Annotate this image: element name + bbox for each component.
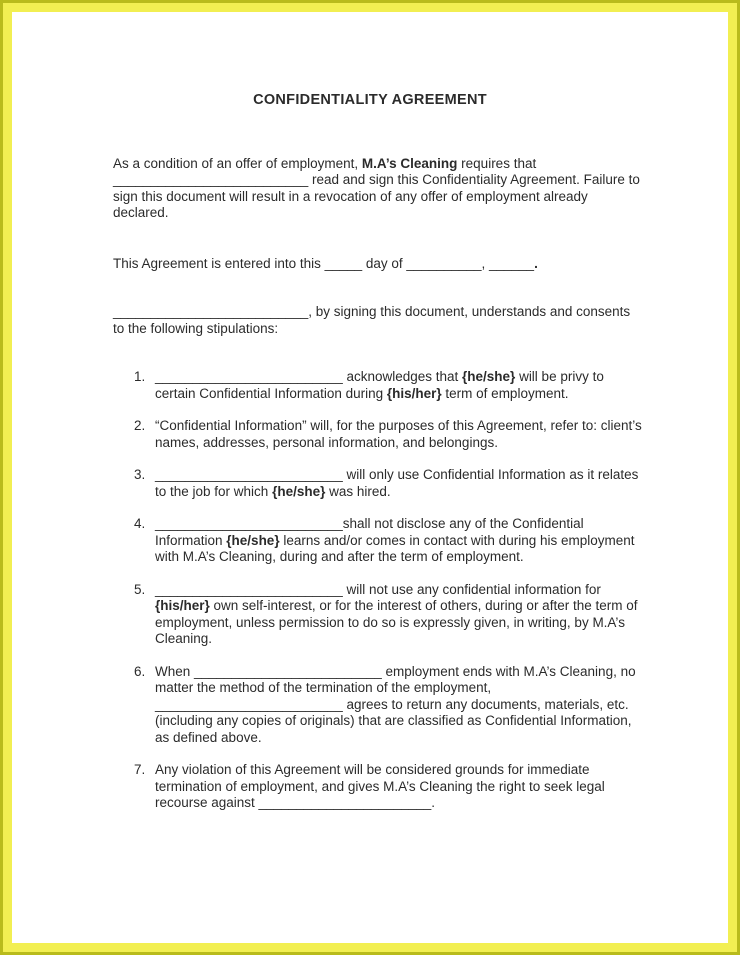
stipulation-4: _________________________shall not disclose any of the Confidential Information {he/she} learns and/or comes in contact with during his employment with M.A’s Cleaning, during and after the term of employment. — [155, 516, 635, 564]
stipulation-3: _________________________ will only use Confidential Information as it relates to the job for which {he/she} was hired. — [155, 467, 639, 499]
stipulation-7: Any violation of this Agreement will be considered grounds for immediate termination of employment, and gives M.A’s Cleaning the right to seek legal recourse against _______________________. — [155, 762, 605, 810]
document-page — [12, 12, 728, 943]
document-title: CONFIDENTIALITY AGREEMENT — [253, 92, 487, 108]
agreement-date-paragraph: This Agreement is entered into this _____ day of __________, ______. — [113, 255, 538, 271]
stipulation-1: _________________________ acknowledges that {he/she} will be privy to certain Confidential Information during {his/her} term of employment. — [155, 369, 604, 401]
consent-paragraph: __________________________, by signing this document, understands and consents to the following stipulations: — [113, 304, 631, 336]
stipulations-list — [134, 369, 642, 812]
stipulation-5: _________________________ will not use any confidential information for {his/her} own self-interest, or for the interest of others, during or after the term of employment, unless permission to do so is expressly given, in writing, by M.A’s Cleaning. — [155, 581, 638, 646]
stipulation-6: When _________________________ employment ends with M.A’s Cleaning, no matter the method of the termination of the employment, _________________________ agrees to return any documents, materials, etc. (including any copies of originals) that are classified as Confidential Information, as defined above. — [155, 663, 636, 745]
intro-paragraph: As a condition of an offer of employment, M.A’s Cleaning requires that __________________________ read and sign this Confidentiality Agreement. Failure to sign this document will result in a revocation of any offer of employment already declared. — [113, 155, 640, 220]
stipulation-2: “Confidential Information” will, for the purposes of this Agreement, refer to: client’s names, addresses, personal information, and belongings. — [155, 418, 642, 450]
